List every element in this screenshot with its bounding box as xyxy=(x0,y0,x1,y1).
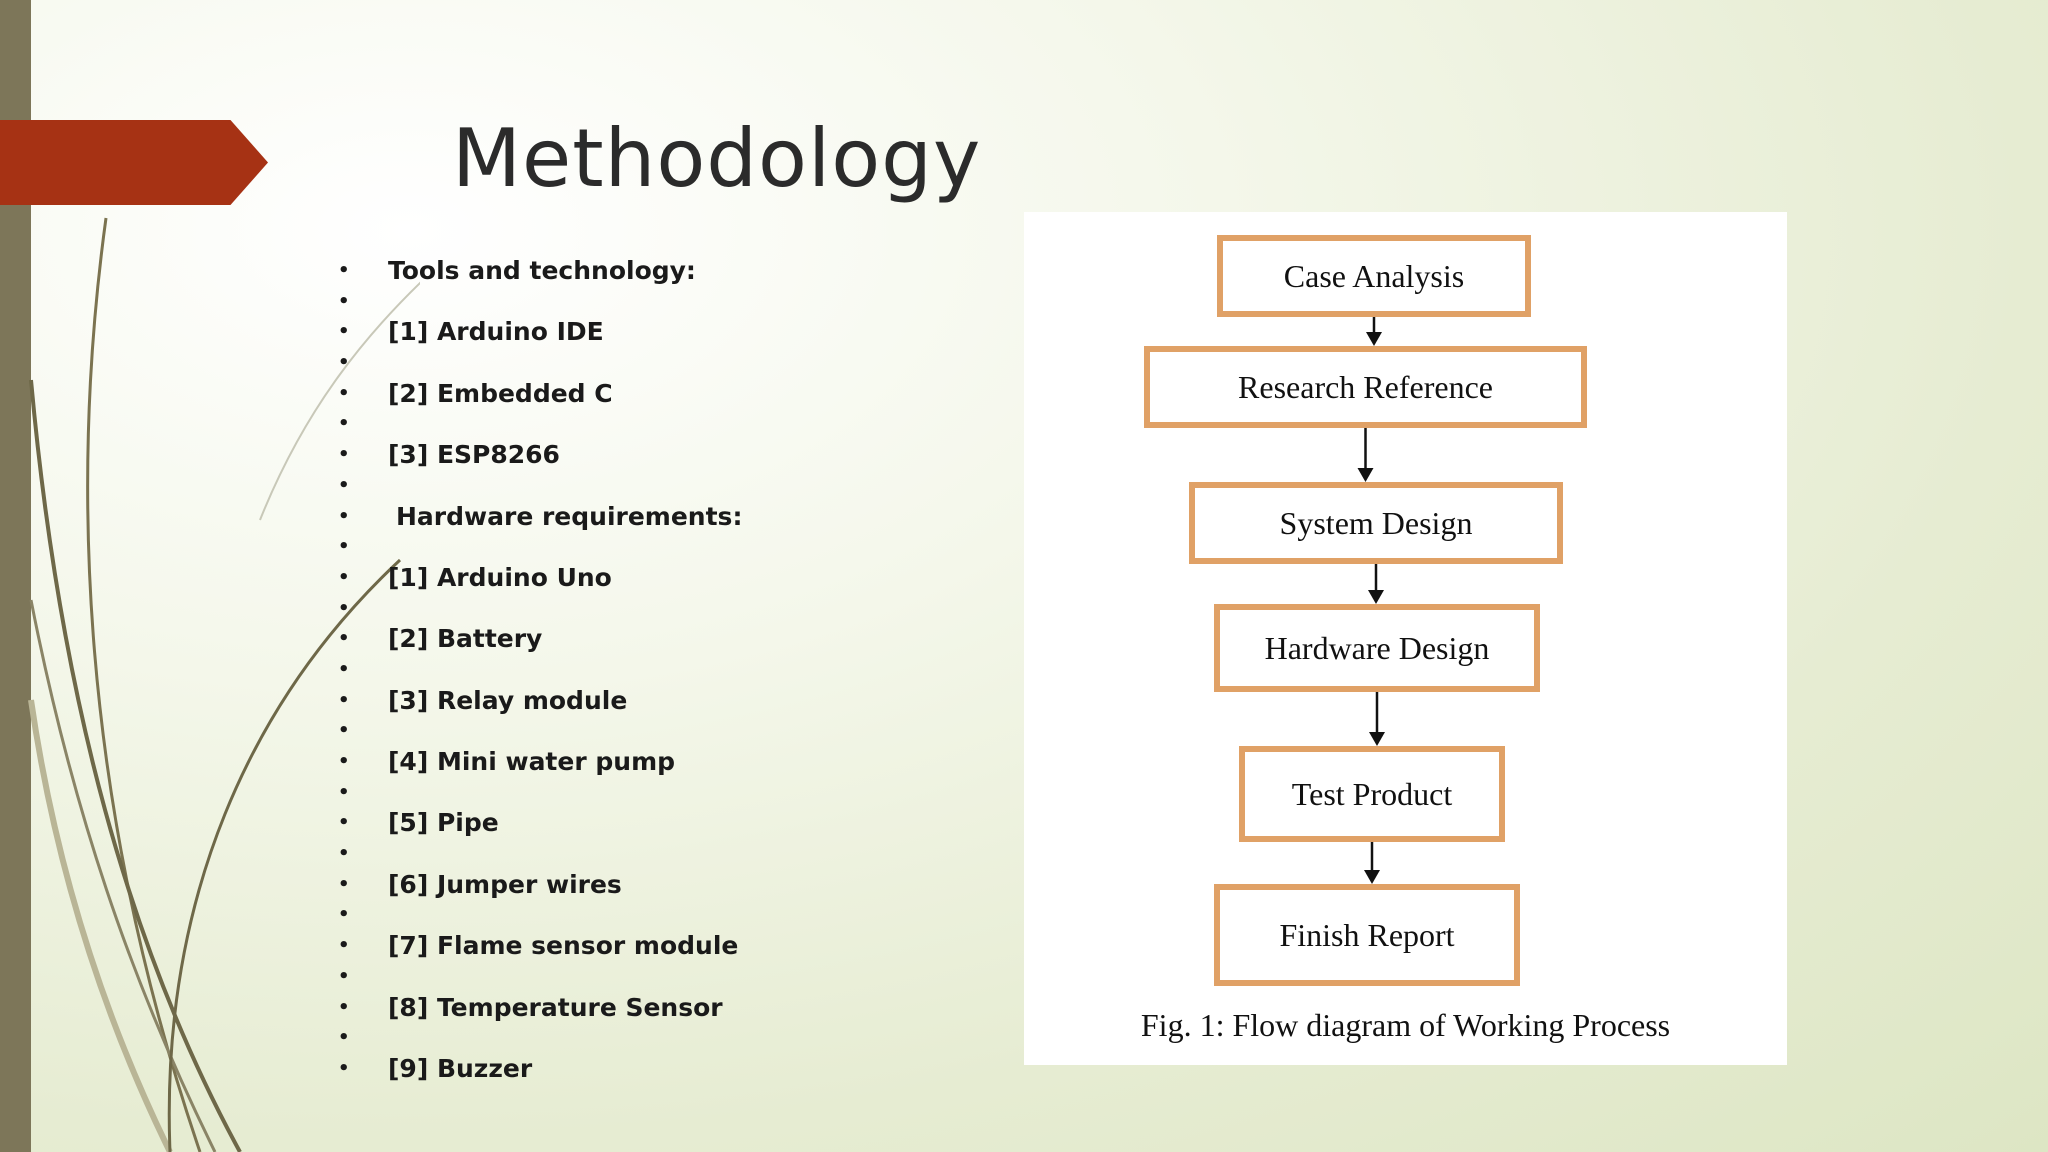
bullet-item xyxy=(338,900,898,931)
flow-step xyxy=(1220,238,1528,314)
bullet-item xyxy=(338,808,898,839)
bullet-dot: • xyxy=(338,382,350,404)
bullet-dot: • xyxy=(338,505,350,527)
bullet-item xyxy=(338,317,898,348)
flow-arrow-head xyxy=(1366,332,1382,346)
flow-arrow-head xyxy=(1369,732,1385,746)
flow-step-label: System Design xyxy=(1279,505,1473,541)
bullet-item xyxy=(338,287,898,318)
bullet-dot: • xyxy=(338,352,350,374)
bullet-item xyxy=(338,931,898,962)
bullet-text: Hardware requirements: xyxy=(396,501,743,531)
bullet-dot: • xyxy=(338,843,350,865)
bullet-item xyxy=(338,686,898,717)
bullet-item xyxy=(338,962,898,993)
flow-arrow-head xyxy=(1368,590,1384,604)
bullet-dot: • xyxy=(338,321,350,343)
bullet-dot: • xyxy=(338,873,350,895)
bullet-dot: • xyxy=(338,904,350,926)
bullet-dot: • xyxy=(338,751,350,772)
flow-step xyxy=(1217,887,1517,983)
bullet-dot: • xyxy=(338,597,350,619)
bullet-text: [4] Mini water pump xyxy=(388,747,676,776)
bullet-dot: • xyxy=(338,566,350,588)
bullet-dot: • xyxy=(338,260,350,281)
bullet-dot: • xyxy=(338,965,350,987)
bullet-dot: • xyxy=(338,720,350,742)
bullet-text: [2] Embedded C xyxy=(388,378,613,408)
bullet-item xyxy=(338,870,898,901)
bullet-text: [2] Battery xyxy=(388,624,543,654)
bullet-dot: • xyxy=(338,935,350,957)
flow-arrow-head xyxy=(1358,468,1374,482)
bullet-text: [3] Relay module xyxy=(388,685,628,715)
bullet-dot: • xyxy=(338,536,350,558)
bullet-dot: • xyxy=(338,1057,350,1079)
bullet-item xyxy=(338,594,898,625)
flow-step-label: Hardware Design xyxy=(1264,630,1490,666)
bullet-item xyxy=(338,379,898,410)
bullet-dot: • xyxy=(338,413,350,435)
bullet-dot: • xyxy=(338,812,350,834)
bullet-item xyxy=(338,1023,898,1054)
slide-title: Methodology xyxy=(452,112,982,205)
bullet-dot: • xyxy=(338,628,350,650)
bullet-item xyxy=(338,256,898,287)
bullet-text: [7] Flame sensor module xyxy=(388,931,739,961)
bullet-text: [6] Jumper wires xyxy=(388,869,622,899)
flow-step xyxy=(1242,749,1502,839)
bullet-text: [5] Pipe xyxy=(388,808,499,838)
bullet-item xyxy=(338,532,898,563)
bullet-item xyxy=(338,348,898,379)
figure-caption: Fig. 1: Flow diagram of Working Process xyxy=(1140,1007,1671,1043)
flow-arrow-head xyxy=(1364,870,1380,884)
flow-diagram xyxy=(1024,212,1787,1002)
bullet-text: [3] ESP8266 xyxy=(388,440,560,470)
bullet-item xyxy=(338,471,898,502)
bullet-list xyxy=(338,256,898,1085)
bullet-text: [9] Buzzer xyxy=(388,1053,533,1083)
bullet-item xyxy=(338,409,898,440)
bullet-text: Tools and technology: xyxy=(388,256,696,285)
bullet-text: [1] Arduino Uno xyxy=(388,562,612,592)
bullet-item xyxy=(338,502,898,533)
bullet-text: [1] Arduino IDE xyxy=(388,317,604,347)
flow-step-label: Case Analysis xyxy=(1283,258,1465,294)
flow-step xyxy=(1192,485,1560,561)
bullet-dot: • xyxy=(338,444,350,466)
bullet-dot: • xyxy=(338,290,350,312)
bullet-dot: • xyxy=(338,1027,350,1049)
bullet-item xyxy=(338,778,898,809)
bullet-item xyxy=(338,993,898,1024)
flow-step xyxy=(1217,607,1537,689)
bullet-dot: • xyxy=(338,996,350,1018)
bullet-text: [8] Temperature Sensor xyxy=(388,992,723,1022)
bullet-dot: • xyxy=(338,781,350,803)
bullet-item xyxy=(338,716,898,747)
flow-step xyxy=(1147,349,1584,425)
flow-step-label: Finish Report xyxy=(1279,917,1455,953)
bullet-item xyxy=(338,1054,898,1085)
bullet-dot: • xyxy=(338,689,350,711)
bullet-item xyxy=(338,440,898,471)
bullet-dot: • xyxy=(338,658,350,680)
bullet-item xyxy=(338,839,898,870)
bullet-item xyxy=(338,624,898,655)
bullet-item xyxy=(338,655,898,686)
flow-step-label: Research Reference xyxy=(1238,369,1493,405)
bullet-dot: • xyxy=(338,474,350,496)
flow-diagram-figure xyxy=(1024,212,1787,1065)
bullet-item xyxy=(338,563,898,594)
bullet-item xyxy=(338,747,898,778)
title-accent-arrow xyxy=(0,120,268,205)
flow-step-label: Test Product xyxy=(1291,776,1453,812)
